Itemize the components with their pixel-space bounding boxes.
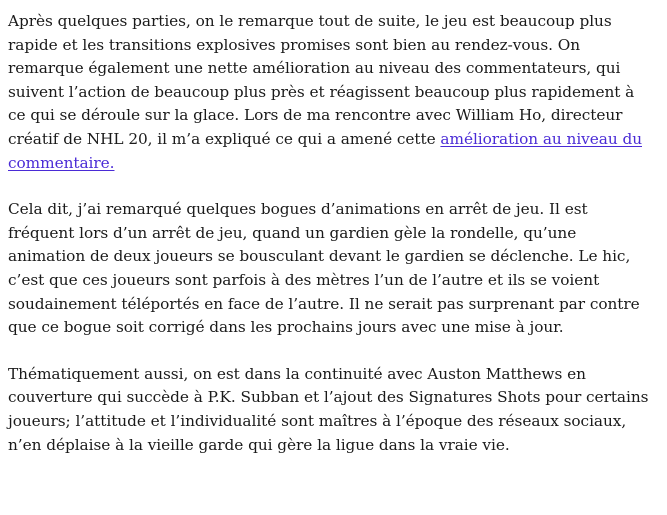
paragraph-theme-text: Thématiquement aussi, on est dans la continuité avec Auston Matthews en couverture qui succède à P.K. Subban et l’ajout des Signatures Shots pour certains joueurs; l’attitude et l’individualité sont maîtres à l’époque des réseaux sociaux, n’en déplaise à la vieille garde qui gère la ligue dans la vraie vie. <box>8 364 649 454</box>
paragraph-animation-bugs <box>8 198 655 340</box>
paragraph-gameplay <box>8 10 655 175</box>
paragraph-theme <box>8 363 655 457</box>
paragraph-gameplay-text: Après quelques parties, on le remarque tout de suite, le jeu est beaucoup plus rapide et les transitions explosives promises sont bien au rendez-vous. On remarque également une nette amélioration au niveau des commentateurs, qui suivent l’action de beaucoup plus près et réagissent beaucoup plus rapidement à ce qui se déroule sur la glace. Lors de ma rencontre avec William Ho, directeur créatif de NHL 20, il m’a expliqué ce qui a amené cette <box>8 12 635 148</box>
commentary-improvement-link[interactable]: amélioration au niveau du commentaire. <box>8 129 642 172</box>
paragraph-animation-bugs-text: Cela dit, j’ai remarqué quelques bogues d’animations en arrêt de jeu. Il est fréquent lors d’un arrêt de jeu, quand un gardien gèle la rondelle, qu’une animation de deux joueurs se bousculant devant le gardien se déclenche. Le hic, c’est que ces joueurs sont parfois à des mètres l’un de l’autre et ils se voient soudainement téléportés en face de l’autre. Il ne serait pas surprenant par contre que ce bogue soit corrigé dans les prochains jours avec une mise à jour. <box>8 200 640 337</box>
